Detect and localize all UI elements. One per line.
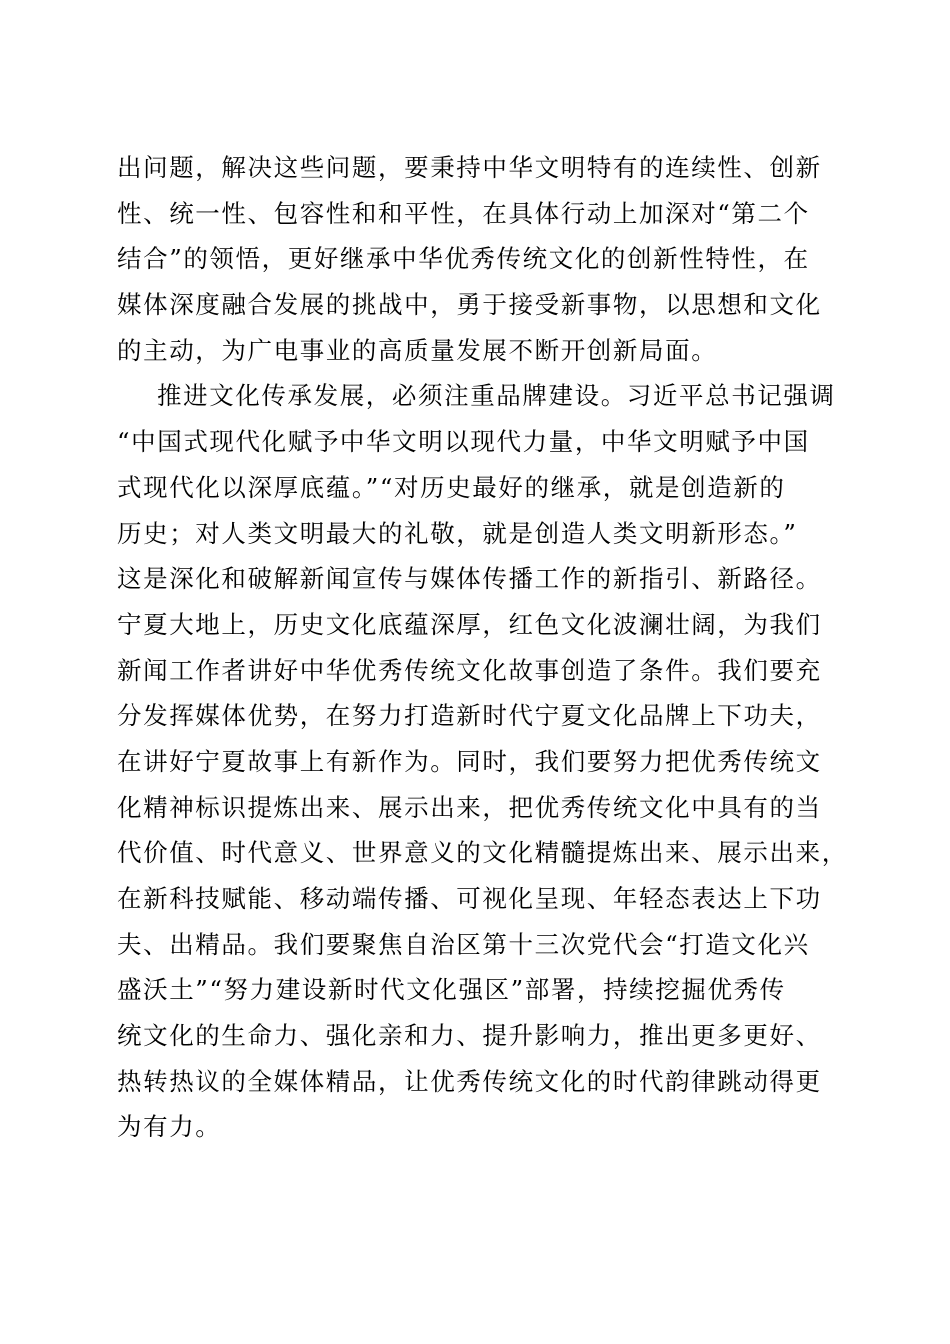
- text-line: 这是深化和破解新闻宣传与媒体传播工作的新指引、新路径。: [117, 564, 822, 594]
- text-line: 新闻工作者讲好中华优秀传统文化故事创造了条件。我们要充: [117, 655, 822, 685]
- text-line: 热转热议的全媒体精品，让优秀传统文化的时代韵律跳动得更: [117, 1066, 822, 1096]
- text-line: 的主动，为广电事业的高质量发展不断开创新局面。: [117, 335, 718, 365]
- text-line: “中国式现代化赋予中华文明以现代力量，中华文明赋予中国: [117, 427, 810, 457]
- text-line: 盛沃土”“努力建设新时代文化强区”部署，持续挖掘优秀传: [117, 975, 786, 1005]
- text-line: 式现代化以深厚底蕴。”“对历史最好的继承，就是创造新的: [117, 472, 786, 502]
- text-line: 分发挥媒体优势，在努力打造新时代宁夏文化品牌上下功夫，: [117, 701, 822, 731]
- text-line: 在讲好宁夏故事上有新作为。同时，我们要努力把优秀传统文: [117, 746, 822, 776]
- text-line: 为有力。: [117, 1112, 222, 1142]
- text-line: 宁夏大地上，历史文化底蕴深厚，红色文化波澜壮阔，为我们: [117, 609, 822, 639]
- text-line: 统文化的生命力、强化亲和力、提升影响力，推出更多更好、: [117, 1021, 822, 1051]
- text-line: 性、统一性、包容性和和平性，在具体行动上加深对“第二个: [117, 198, 810, 228]
- text-line: 历史；对人类文明最大的礼敬，就是创造人类文明新形态。”: [117, 518, 798, 548]
- paragraph-start-line: 推进文化传承发展，必须注重品牌建设。习近平总书记强调: [157, 381, 836, 411]
- body-text: [117, 145, 847, 1150]
- text-line: 媒体深度融合发展的挑战中，勇于接受新事物，以思想和文化: [117, 290, 822, 320]
- text-line: 结合”的领悟，更好继承中华优秀传统文化的创新性特性，在: [117, 244, 810, 274]
- text-line: 代价值、时代意义、世界意义的文化精髓提炼出来、展示出来，: [117, 838, 848, 868]
- text-line: 夫、出精品。我们要聚焦自治区第十三次党代会“打造文化兴: [117, 929, 810, 959]
- text-line: 在新科技赋能、移动端传播、可视化呈现、年轻态表达上下功: [117, 884, 822, 913]
- text-line: 化精神标识提炼出来、展示出来，把优秀传统文化中具有的当: [117, 792, 822, 822]
- text-line: 出问题，解决这些问题，要秉持中华文明特有的连续性、创新: [117, 153, 822, 182]
